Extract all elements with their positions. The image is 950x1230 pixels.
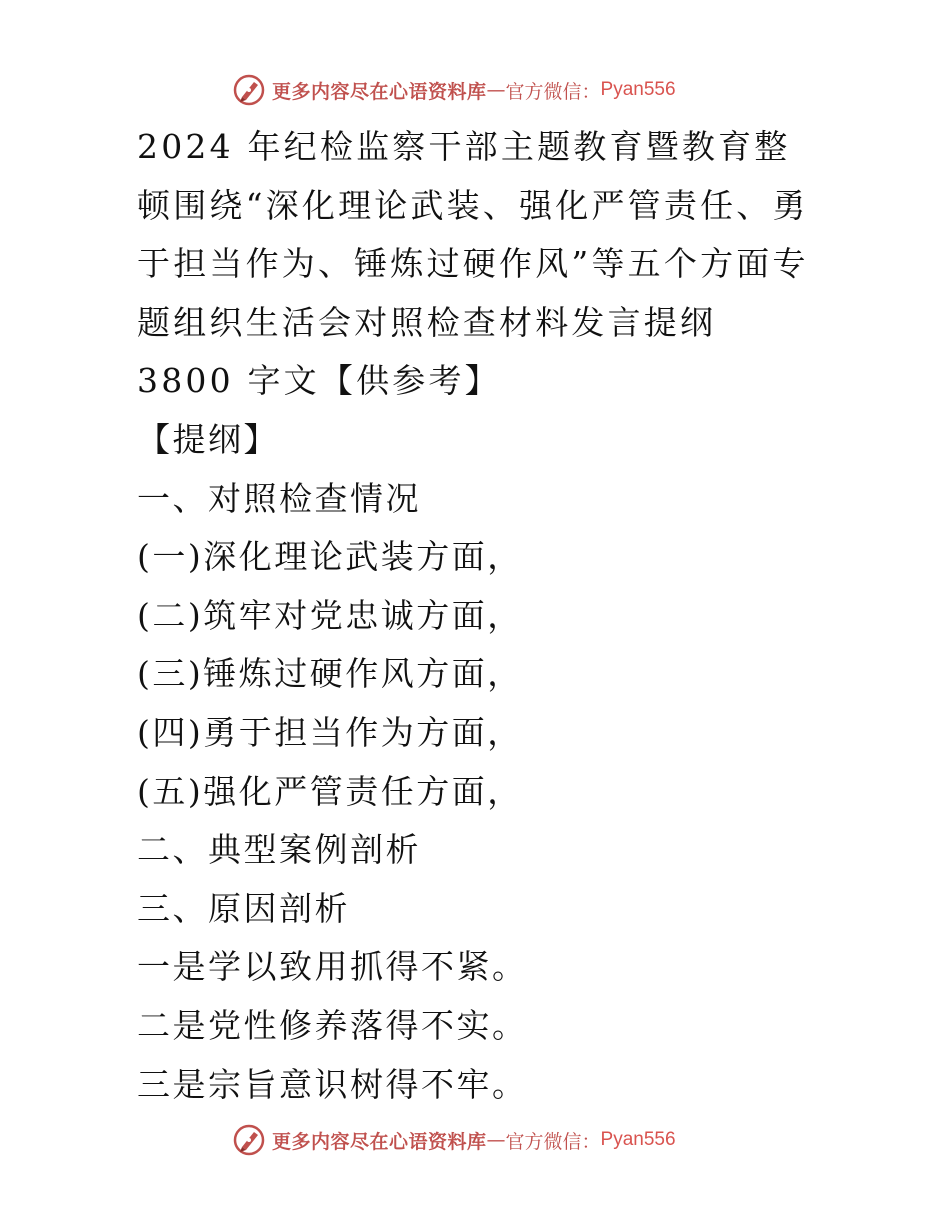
document-body — [137, 118, 817, 1114]
document-title-line-2: 顿围绕“深化理论武装、强化严管责任、勇 — [137, 185, 809, 225]
watermark-wechat-id: Pyan556 — [600, 79, 676, 100]
document-title-line-5: 3800 字文【供参考】 — [137, 361, 501, 401]
document-title-line-3: 于担当作为、锤炼过硬作风”等五个方面专 — [137, 244, 809, 284]
header-watermark — [232, 70, 676, 110]
watermark-wechat-id: Pyan556 — [600, 1129, 676, 1150]
watermark-dash: — — [486, 1129, 506, 1151]
watermark-site-text: 更多内容尽在心语资料库 — [272, 80, 487, 103]
watermark-site-text: 更多内容尽在心语资料库 — [272, 1130, 487, 1153]
pen-logo-icon — [232, 1123, 266, 1157]
watermark-wechat-label: 官方微信： — [505, 1130, 601, 1153]
watermark-wechat-label: 官方微信： — [505, 80, 601, 103]
cause-item: 三是宗旨意识树得不牢。 — [137, 1064, 528, 1104]
subsection-item: (一)深化理论武装方面， — [137, 537, 523, 577]
pen-logo-icon — [232, 73, 266, 107]
document-title-line-4: 题组织生活会对照检查材料发言提纲 — [137, 302, 717, 342]
subsection-item: (五)强化严管责任方面， — [137, 771, 523, 811]
footer-watermark — [232, 1120, 676, 1160]
cause-item: 二是党性修养落得不实。 — [137, 1005, 528, 1045]
subsection-item: (三)锤炼过硬作风方面， — [137, 654, 523, 694]
section-heading-3: 三、原因剖析 — [137, 888, 350, 928]
section-heading-2: 二、典型案例剖析 — [137, 830, 421, 870]
outline-heading: 【提纲】 — [137, 419, 279, 459]
subsection-item: (二)筑牢对党忠诚方面， — [137, 595, 523, 635]
subsection-item: (四)勇于担当作为方面， — [137, 712, 523, 752]
section-heading-1: 一、对照检查情况 — [137, 478, 421, 518]
cause-item: 一是学以致用抓得不紧。 — [137, 947, 528, 987]
document-title-line-1: 2024 年纪检监察干部主题教育暨教育整 — [137, 127, 791, 166]
watermark-dash: — — [486, 79, 506, 101]
